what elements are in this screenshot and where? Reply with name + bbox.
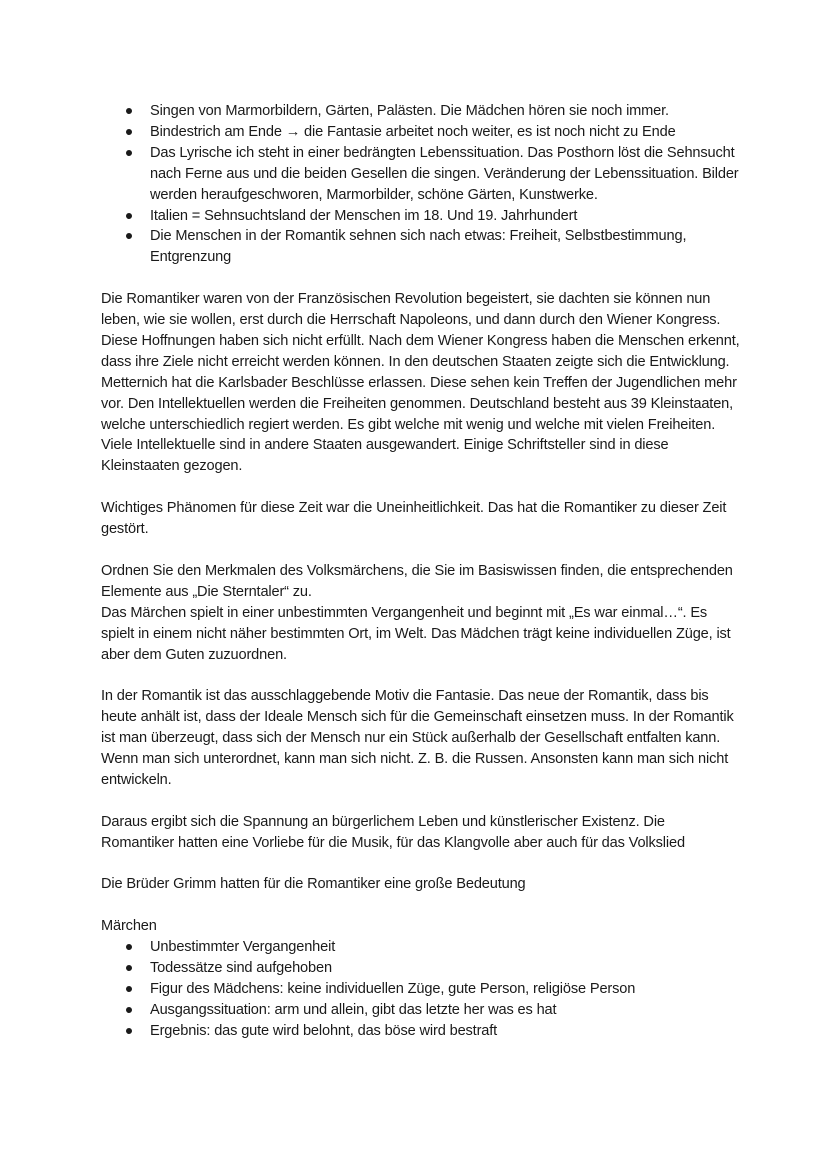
list-item-text: Ergebnis: das gute wird belohnt, das böse wird bestraft: [150, 1022, 498, 1039]
paragraph-spacer: [101, 895, 741, 916]
bullet-icon: [126, 1028, 132, 1034]
list-item: [101, 122, 741, 143]
paragraph-spacer: [101, 540, 741, 561]
top-bullet-list: [101, 101, 741, 268]
list-item: [101, 101, 741, 122]
list-item-text: Bindestrich am Ende → die Fantasie arbeitet noch weiter, es ist noch nicht zu Ende: [150, 123, 676, 140]
document-page: [101, 101, 741, 1042]
list-item: [101, 1000, 741, 1021]
paragraph-task-prompt: Ordnen Sie den Merkmalen des Volksmärchens, die Sie im Basiswissen finden, die entsprechenden Elemente aus „Die Sterntaler“ zu.: [101, 562, 733, 600]
list-item-text: Ausgangssituation: arm und allein, gibt das letzte her was es hat: [150, 1001, 557, 1018]
list-item: [101, 979, 741, 1000]
paragraph-spacer: [101, 268, 741, 289]
list-item-text: Das Lyrische ich steht in einer bedrängten Lebenssituation. Das Posthorn löst die Sehnsucht nach Ferne aus und die beiden Gesellen die singen. Veränderung der Lebenssituation. Bilder werden heraufgeschworen, Marmorbilder, schöne Gärten, Kunstwerke.: [150, 144, 739, 203]
bullet-icon: [126, 986, 132, 992]
list-item-text: Die Menschen in der Romantik sehnen sich nach etwas: Freiheit, Selbstbestimmung, Entgrenzung: [150, 228, 687, 266]
list-item: [101, 206, 741, 227]
list-item: [101, 958, 741, 979]
paragraph-task-answer: Das Märchen spielt in einer unbestimmten Vergangenheit und beginnt mit „Es war einmal…“. Es spielt in einem nicht näher bestimmten Ort, im Welt. Das Mädchen trägt keine individuellen Züge, ist aber dem Guten zuzuordnen.: [101, 604, 731, 663]
list-item: [101, 226, 741, 268]
paragraph-grimm: Die Brüder Grimm hatten für die Romantiker eine große Bedeutung: [101, 876, 526, 893]
paragraph-spacer: [101, 665, 741, 686]
list-item-text: Todessätze sind aufgehoben: [150, 960, 332, 977]
paragraph-spannung: Daraus ergibt sich die Spannung an bürgerlichem Leben und künstlerischer Existenz. Die Romantiker hatten eine Vorliebe für die Musik, für das Klangvolle aber auch für das Volkslied: [101, 813, 685, 851]
list-item: [101, 1021, 741, 1042]
list-item-text: Figur des Mädchens: keine individuellen Züge, gute Person, religiöse Person: [150, 980, 636, 997]
bullet-icon: [126, 150, 132, 156]
bullet-icon: [126, 233, 132, 239]
list-item: [101, 937, 741, 958]
maerchen-heading: Märchen: [101, 918, 157, 935]
bullet-icon: [126, 213, 132, 219]
list-item: [101, 143, 741, 206]
bullet-icon: [126, 965, 132, 971]
paragraph-romantiker-revolution: Die Romantiker waren von der Französischen Revolution begeistert, sie dachten sie können nun leben, wie sie wollen, erst durch die Herrschaft Napoleons, und dann durch den Wiener Kongress. Diese Hoffnungen haben sich nicht erfüllt. Nach dem Wiener Kongress haben die Menschen erkennt, dass ihre Ziele nicht erreicht werden können. In den deutschen Staaten zeigte sich die Entwicklung. Metternich hat die Karlsbader Beschlüsse erlassen. Diese sehen kein Treffen der Jugendlichen mehr vor. Den Intellektuellen werden die Freiheiten genommen. Deutschland besteht aus 39 Kleinstaaten, welche unterschiedlich regiert werden. Es gibt welche mit wenig und welche mit vielen Freiheiten. Viele Intellektuelle sind in andere Staaten ausgewandert. Einige Schriftsteller sind in diese Kleinstaaten gezogen.: [101, 291, 740, 475]
paragraph-spacer: [101, 791, 741, 812]
bullet-icon: [126, 129, 132, 135]
paragraph-uneinheitlichkeit: Wichtiges Phänomen für diese Zeit war die Uneinheitlichkeit. Das hat die Romantiker zu dieser Zeit gestört.: [101, 500, 727, 538]
maerchen-bullet-list: [101, 937, 741, 1042]
paragraph-fantasie-motiv: In der Romantik ist das ausschlaggebende Motiv die Fantasie. Das neue der Romantik, dass bis heute anhält ist, dass der Ideale Mensch sich für die Gemeinschaft einsetzen muss. In der Romantik ist man überzeugt, dass sich der Mensch nur ein Stück außerhalb der Gesellschaft entfalten kann. Wenn man sich unterordnet, kann man sich nicht. Z. B. die Russen. Ansonsten kann man sich nicht entwickeln.: [101, 688, 734, 788]
list-item-text: Unbestimmter Vergangenheit: [150, 939, 336, 956]
bullet-icon: [126, 944, 132, 950]
paragraph-spacer: [101, 477, 741, 498]
paragraph-spacer: [101, 854, 741, 875]
bullet-icon: [126, 1007, 132, 1013]
list-item-text: Italien = Sehnsuchtsland der Menschen im 18. Und 19. Jahrhundert: [150, 207, 578, 224]
bullet-icon: [126, 108, 132, 114]
list-item-text: Singen von Marmorbildern, Gärten, Palästen. Die Mädchen hören sie noch immer.: [150, 103, 669, 119]
